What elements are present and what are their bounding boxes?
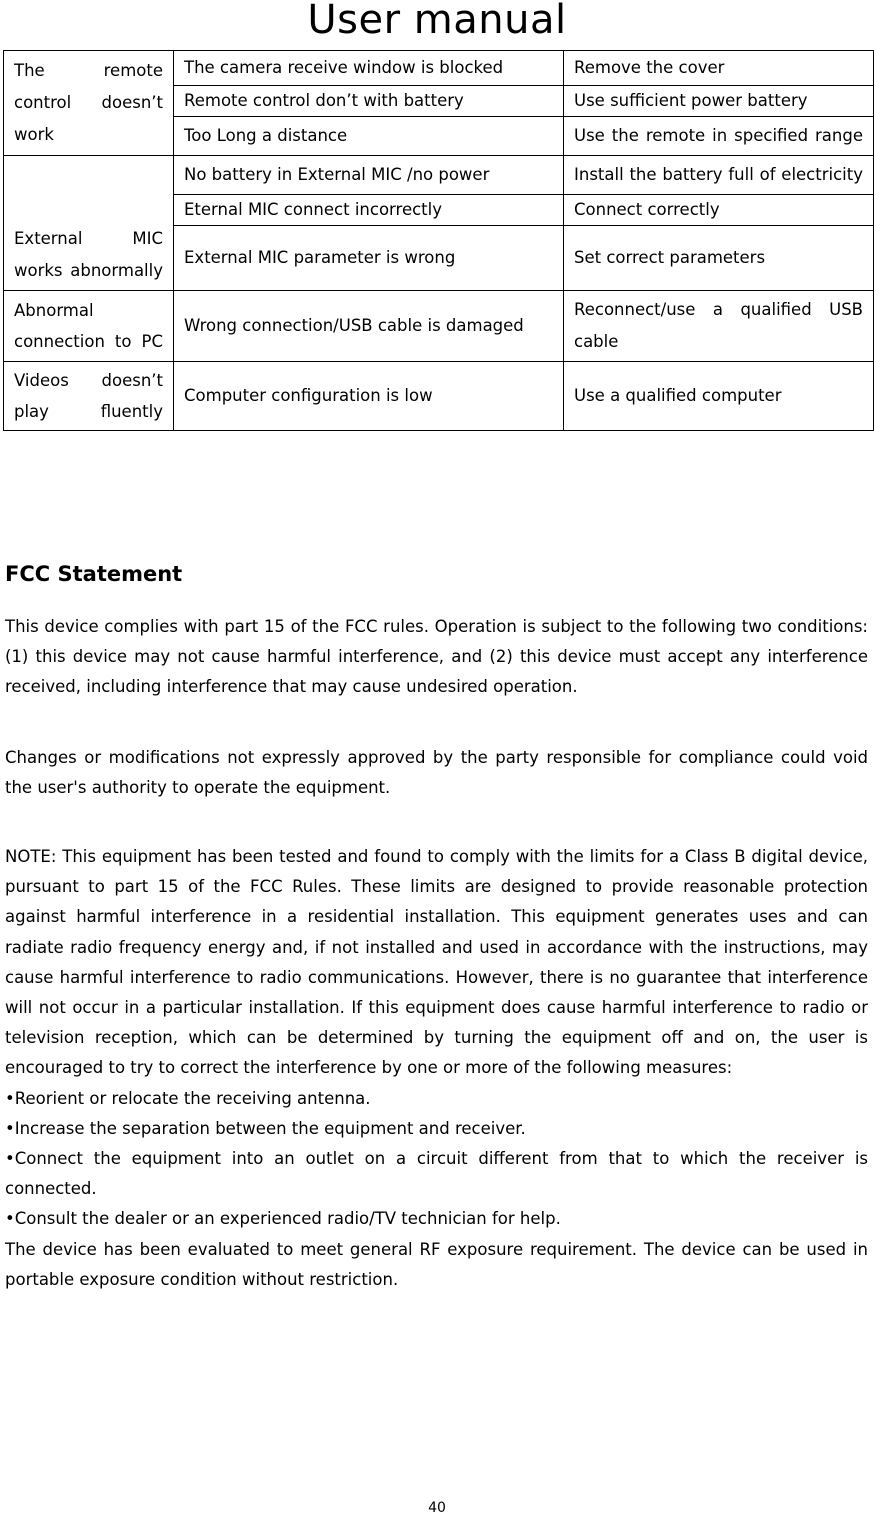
solution-cell: Set correct parameters bbox=[564, 226, 874, 291]
fcc-paragraph-2 bbox=[5, 743, 868, 803]
bullet-item: •Reorient or relocate the receiving antenna. bbox=[5, 1088, 371, 1108]
fcc-paragraph-3 bbox=[5, 842, 868, 1295]
page-title: User manual bbox=[307, 0, 567, 43]
solution-cell: Remove the cover bbox=[564, 51, 874, 86]
cause-cell: No battery in External MIC /no power bbox=[174, 156, 564, 195]
bullet-item: •Connect the equipment into an outlet on a circuit different from that to which the receiver is connected. bbox=[5, 1149, 868, 1199]
page-number: 40 bbox=[428, 1500, 446, 1516]
troubleshooting-table bbox=[3, 50, 874, 431]
paragraph: The device has been evaluated to meet general RF exposure requirement. The device can be used in portable exposure condition without restriction. bbox=[5, 1239, 868, 1289]
paragraph: Changes or modifications not expressly approved by the party responsible for compliance could void the user's authority to operate the equipment. bbox=[5, 748, 868, 798]
table-row bbox=[4, 362, 874, 431]
table-row bbox=[4, 291, 874, 362]
cause-cell: External MIC parameter is wrong bbox=[174, 226, 564, 291]
problem-cell: Videos doesn’t play fluently bbox=[4, 362, 174, 431]
cause-cell: Eternal MIC connect incorrectly bbox=[174, 195, 564, 226]
paragraph: NOTE: This equipment has been tested and found to comply with the limits for a Class B digital device, pursuant to part 15 of the FCC Rules. These limits are designed to provide reasonable protection against harmful interference in a residential installation. This equipment generates uses and can radiate radio frequency energy and, if not installed and used in accordance with the instructions, may cause harmful interference to radio communications. However, there is no guarantee that interference will not occur in a particular installation. If this equipment does cause harmful interference to radio or television reception, which can be determined by turning the equipment off and on, the user is encouraged to try to correct the interference by one or more of the following measures: bbox=[5, 847, 868, 1078]
solution-cell: Install the battery full of electricity bbox=[564, 156, 874, 195]
solution-cell: Use a qualified computer bbox=[564, 362, 874, 431]
fcc-heading: FCC Statement bbox=[5, 562, 183, 586]
cause-cell: The camera receive window is blocked bbox=[174, 51, 564, 86]
solution-cell: Reconnect/use a qualified USB cable bbox=[564, 291, 874, 362]
table-row bbox=[4, 51, 874, 86]
problem-cell: Abnormal connection to PC bbox=[4, 291, 174, 362]
cause-cell: Computer configuration is low bbox=[174, 362, 564, 431]
bullet-item: •Consult the dealer or an experienced radio/TV technician for help. bbox=[5, 1209, 561, 1229]
solution-cell: Use the remote in specified range bbox=[564, 117, 874, 156]
cause-cell: Wrong connection/USB cable is damaged bbox=[174, 291, 564, 362]
fcc-paragraph-1 bbox=[5, 612, 868, 703]
table-row bbox=[4, 156, 874, 195]
problem-cell: External MIC works abnormally bbox=[4, 156, 174, 291]
solution-cell: Connect correctly bbox=[564, 195, 874, 226]
solution-cell: Use sufficient power battery bbox=[564, 86, 874, 117]
problem-cell: The remote control doesn’t work bbox=[4, 51, 174, 156]
paragraph: This device complies with part 15 of the FCC rules. Operation is subject to the following two conditions: (1) this device may not cause harmful interference, and (2) this device must accept any interference received, including interference that may cause undesired operation. bbox=[5, 617, 868, 697]
cause-cell: Remote control don’t with battery bbox=[174, 86, 564, 117]
bullet-item: •Increase the separation between the equipment and receiver. bbox=[5, 1118, 526, 1138]
cause-cell: Too Long a distance bbox=[174, 117, 564, 156]
